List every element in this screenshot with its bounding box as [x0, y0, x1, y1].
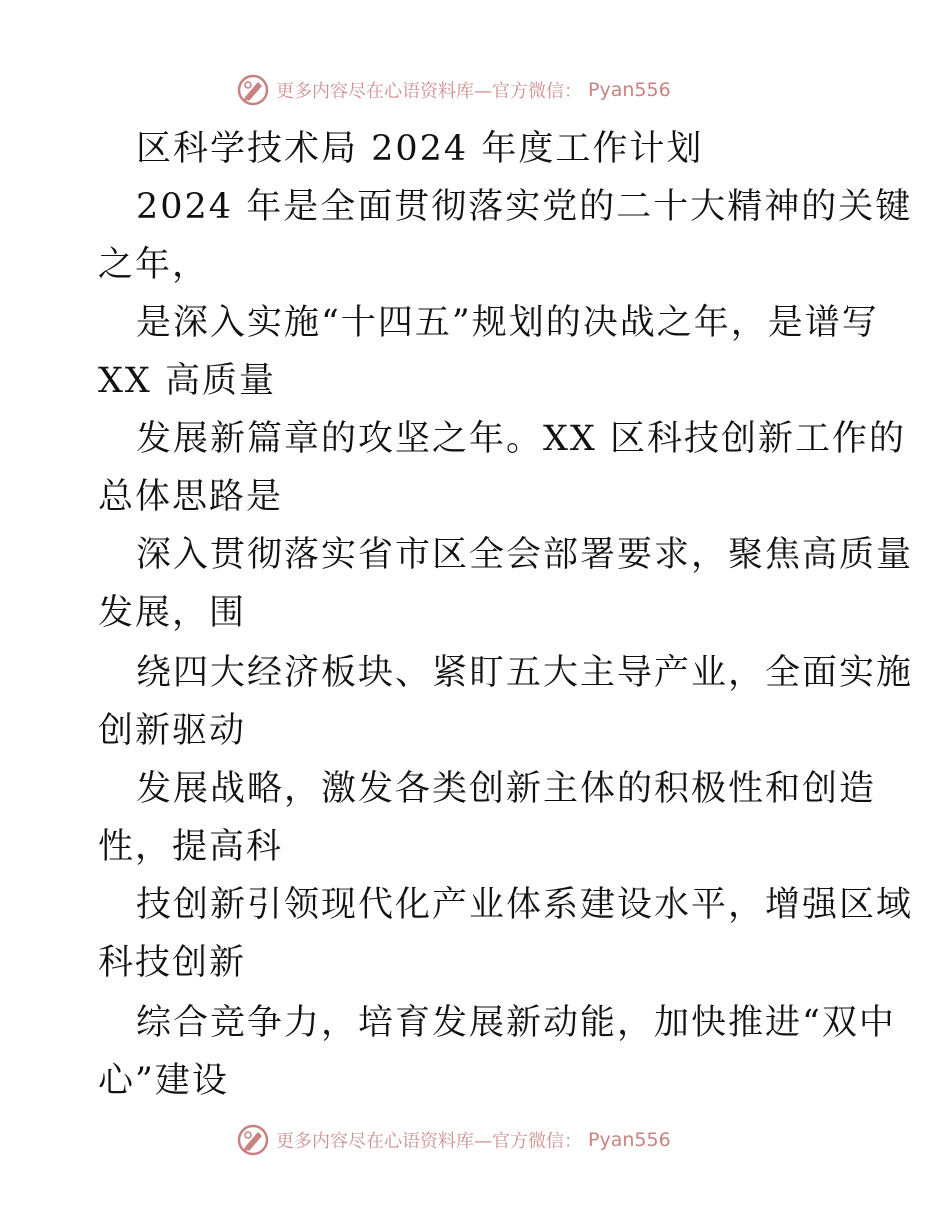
- body-line: 心”建设: [98, 1061, 229, 1101]
- body-line: 2024 年是全面贯彻落实党的二十大精神的关键: [136, 187, 913, 227]
- body-line: 深入贯彻落实省市区全会部署要求，聚焦高质量: [136, 535, 914, 575]
- watermark-wechat-id: Pyan556: [588, 1129, 671, 1151]
- body-line: 之年，: [98, 245, 210, 285]
- watermark-wechat-id: Pyan556: [588, 79, 671, 101]
- body-line: 综合竞争力，培育发展新动能，加快推进“双中: [136, 1003, 896, 1043]
- body-line: 创新驱动: [98, 711, 247, 751]
- document-title: 区科学技术局 2024 年度工作计划: [136, 129, 704, 169]
- body-line: 科技创新: [98, 943, 247, 983]
- watermark-footer: [236, 1120, 671, 1160]
- body-line: XX 高质量: [98, 361, 276, 401]
- body-line: 是深入实施“十四五”规划的决战之年，是谱写: [136, 303, 879, 343]
- body-line: 发展，围: [98, 593, 247, 633]
- body-line: 绕四大经济板块、紧盯五大主导产业，全面实施: [136, 653, 914, 693]
- body-line: 发展新篇章的攻坚之年。XX 区科技创新工作的: [136, 419, 906, 459]
- body-line: 技创新引领现代化产业体系建设水平，增强区域: [136, 885, 914, 925]
- pen-logo-icon: [236, 1123, 270, 1157]
- body-line: 总体思路是: [98, 477, 284, 517]
- body-line: 发展战略，激发各类创新主体的积极性和创造: [136, 769, 877, 809]
- watermark-text: 更多内容尽在心语资料库—官方微信：: [276, 81, 582, 102]
- body-line: 性，提高科: [98, 827, 284, 867]
- watermark-text: 更多内容尽在心语资料库—官方微信：: [276, 1131, 582, 1152]
